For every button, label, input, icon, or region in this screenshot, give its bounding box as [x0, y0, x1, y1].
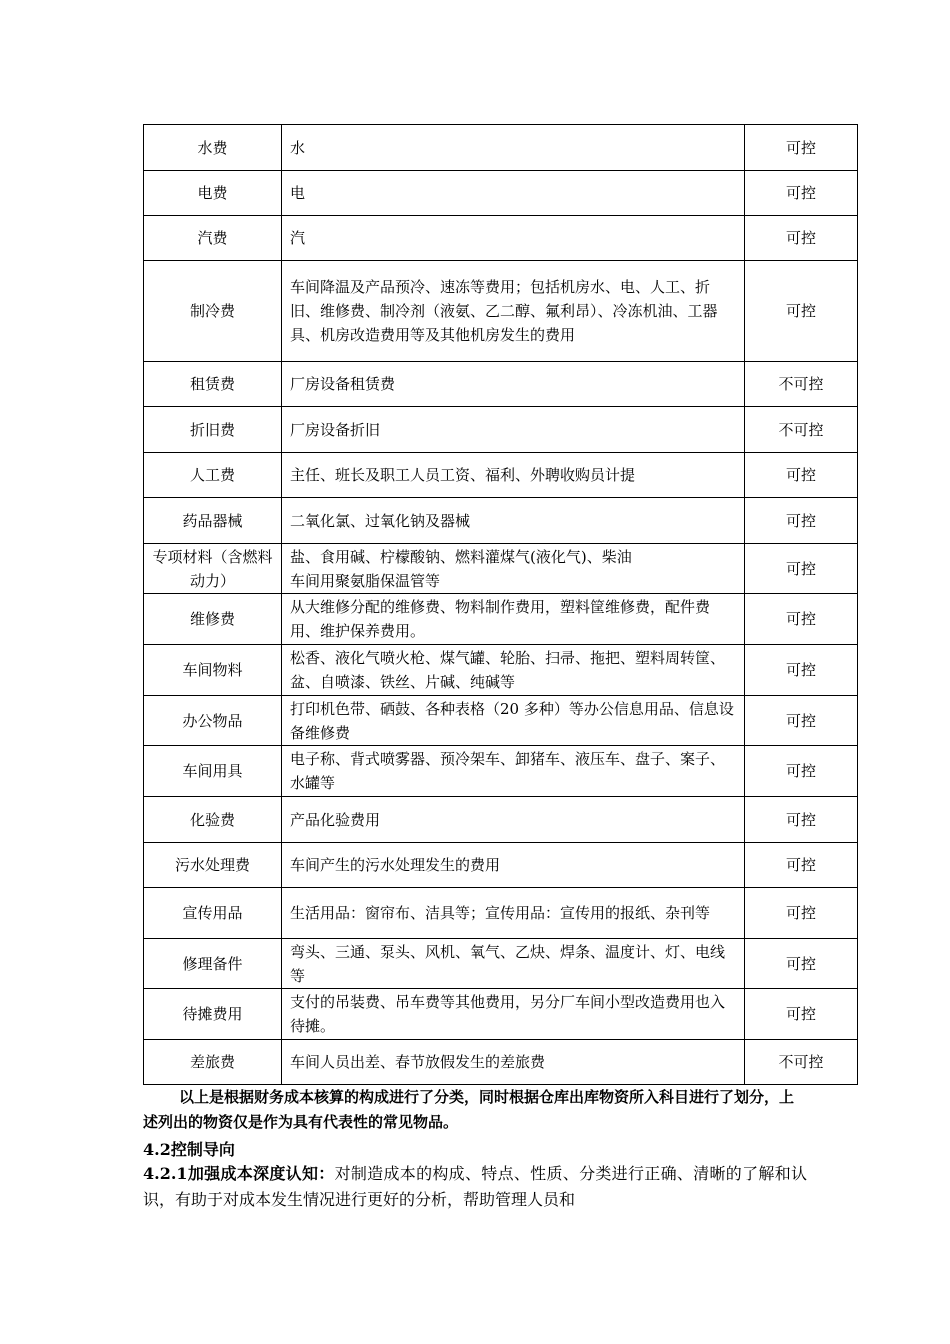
- table-row: [144, 843, 858, 888]
- cost-item-controllability: 可控: [745, 544, 858, 594]
- cost-item-controllability: 可控: [745, 453, 858, 498]
- table-row: [144, 645, 858, 696]
- cost-item-description: 厂房设备租赁费: [282, 362, 745, 407]
- cost-item-description: 主任、班长及职工人员工资、福利、外聘收购员计提: [282, 453, 745, 498]
- table-row: [144, 171, 858, 216]
- cost-item-controllability: 可控: [745, 645, 858, 696]
- table-row: [144, 746, 858, 797]
- cost-classification-table: [143, 124, 858, 1085]
- cost-table-body: [144, 125, 858, 1085]
- cost-item-description: 厂房设备折旧: [282, 407, 745, 453]
- cost-item-description: 打印机色带、硒鼓、各种表格（20 多种）等办公信息用品、信息设备维修费: [282, 696, 745, 746]
- cost-item-description: 从大维修分配的维修费、物料制作费用，塑料筐维修费，配件费用、维护保养费用。: [282, 594, 745, 645]
- cost-item-name: 差旅费: [144, 1040, 282, 1085]
- table-row: [144, 1040, 858, 1085]
- cost-item-description: 生活用品：窗帘布、洁具等；宣传用品：宣传用的报纸、杂刊等: [282, 888, 745, 939]
- cost-item-controllability: 可控: [745, 216, 858, 261]
- table-row: [144, 407, 858, 453]
- cost-item-description: 水: [282, 125, 745, 171]
- cost-item-controllability: 可控: [745, 696, 858, 746]
- cost-item-name: 水费: [144, 125, 282, 171]
- table-row: [144, 939, 858, 989]
- cost-item-name: 修理备件: [144, 939, 282, 989]
- cost-item-name: 污水处理费: [144, 843, 282, 888]
- cost-item-controllability: 可控: [745, 989, 858, 1040]
- table-row: [144, 797, 858, 843]
- cost-item-controllability: 可控: [745, 261, 858, 362]
- cost-item-name: 折旧费: [144, 407, 282, 453]
- table-row: [144, 125, 858, 171]
- cost-item-controllability: 不可控: [745, 362, 858, 407]
- cost-item-controllability: 不可控: [745, 1040, 858, 1085]
- table-row: [144, 888, 858, 939]
- cost-item-description: 松香、液化气喷火枪、煤气罐、轮胎、扫帚、拖把、塑料周转筐、盆、自喷漆、铁丝、片碱、纯碱等: [282, 645, 745, 696]
- table-row: [144, 216, 858, 261]
- cost-item-controllability: 可控: [745, 888, 858, 939]
- cost-item-description: 汽: [282, 216, 745, 261]
- cost-item-name: 电费: [144, 171, 282, 216]
- cost-item-name: 办公物品: [144, 696, 282, 746]
- cost-item-controllability: 可控: [745, 498, 858, 544]
- table-note: 以上是根据财务成本核算的构成进行了分类，同时根据仓库出库物资所入科目进行了划分，上述列出的物资仅是作为具有代表性的常见物品。: [143, 1088, 795, 1131]
- paragraph-body: 对制造成本的构成、特点、性质、分类进行正确、清晰的了解和认识，有助于对成本发生情况进行更好的分析，帮助管理人员和: [143, 1164, 807, 1209]
- cost-item-name: 车间物料: [144, 645, 282, 696]
- cost-item-name: 宣传用品: [144, 888, 282, 939]
- cost-item-controllability: 可控: [745, 797, 858, 843]
- cost-item-controllability: 可控: [745, 171, 858, 216]
- cost-item-description: 车间人员出差、春节放假发生的差旅费: [282, 1040, 745, 1085]
- cost-item-description: 盐、食用碱、柠檬酸钠、燃料灌煤气(液化气)、柴油 车间用聚氨脂保温管等: [282, 544, 745, 594]
- cost-item-name: 车间用具: [144, 746, 282, 797]
- cost-item-controllability: 可控: [745, 125, 858, 171]
- cost-item-controllability: 可控: [745, 843, 858, 888]
- cost-item-description: 车间产生的污水处理发生的费用: [282, 843, 745, 888]
- cost-item-name: 制冷费: [144, 261, 282, 362]
- table-row: [144, 362, 858, 407]
- cost-item-name: 化验费: [144, 797, 282, 843]
- cost-item-name: 待摊费用: [144, 989, 282, 1040]
- cost-item-controllability: 可控: [745, 594, 858, 645]
- cost-item-name: 租赁费: [144, 362, 282, 407]
- table-row: [144, 989, 858, 1040]
- cost-item-description: 弯头、三通、泵头、风机、氧气、乙炔、焊条、温度计、灯、电线等: [282, 939, 745, 989]
- table-row: [144, 696, 858, 746]
- cost-item-name: 人工费: [144, 453, 282, 498]
- cost-item-description: 电子称、背式喷雾器、预冷架车、卸猪车、液压车、盘子、案子、水罐等: [282, 746, 745, 797]
- table-row: [144, 261, 858, 362]
- table-row: [144, 594, 858, 645]
- table-row: [144, 498, 858, 544]
- cost-item-description: 二氧化氯、过氧化钠及器械: [282, 498, 745, 544]
- section-paragraph: [143, 1161, 807, 1213]
- cost-item-name: 维修费: [144, 594, 282, 645]
- table-row: [144, 544, 858, 594]
- cost-item-name: 专项材料（含燃料动力）: [144, 544, 282, 594]
- cost-item-description: 电: [282, 171, 745, 216]
- paragraph-lead: 4.2.1加强成本深度认知：: [143, 1164, 335, 1183]
- cost-item-name: 汽费: [144, 216, 282, 261]
- cost-item-controllability: 不可控: [745, 407, 858, 453]
- cost-item-description: 车间降温及产品预冷、速冻等费用；包括机房水、电、人工、折旧、维修费、制冷剂（液氨、乙二醇、氟利昂）、冷冻机油、工器具、机房改造费用等及其他机房发生的费用: [282, 261, 745, 362]
- cost-item-controllability: 可控: [745, 939, 858, 989]
- cost-item-description: 产品化验费用: [282, 797, 745, 843]
- section-heading: 4.2控制导向: [143, 1140, 235, 1159]
- table-row: [144, 453, 858, 498]
- cost-item-controllability: 可控: [745, 746, 858, 797]
- cost-item-name: 药品器械: [144, 498, 282, 544]
- cost-item-description: 支付的吊装费、吊车费等其他费用，另分厂车间小型改造费用也入待摊。: [282, 989, 745, 1040]
